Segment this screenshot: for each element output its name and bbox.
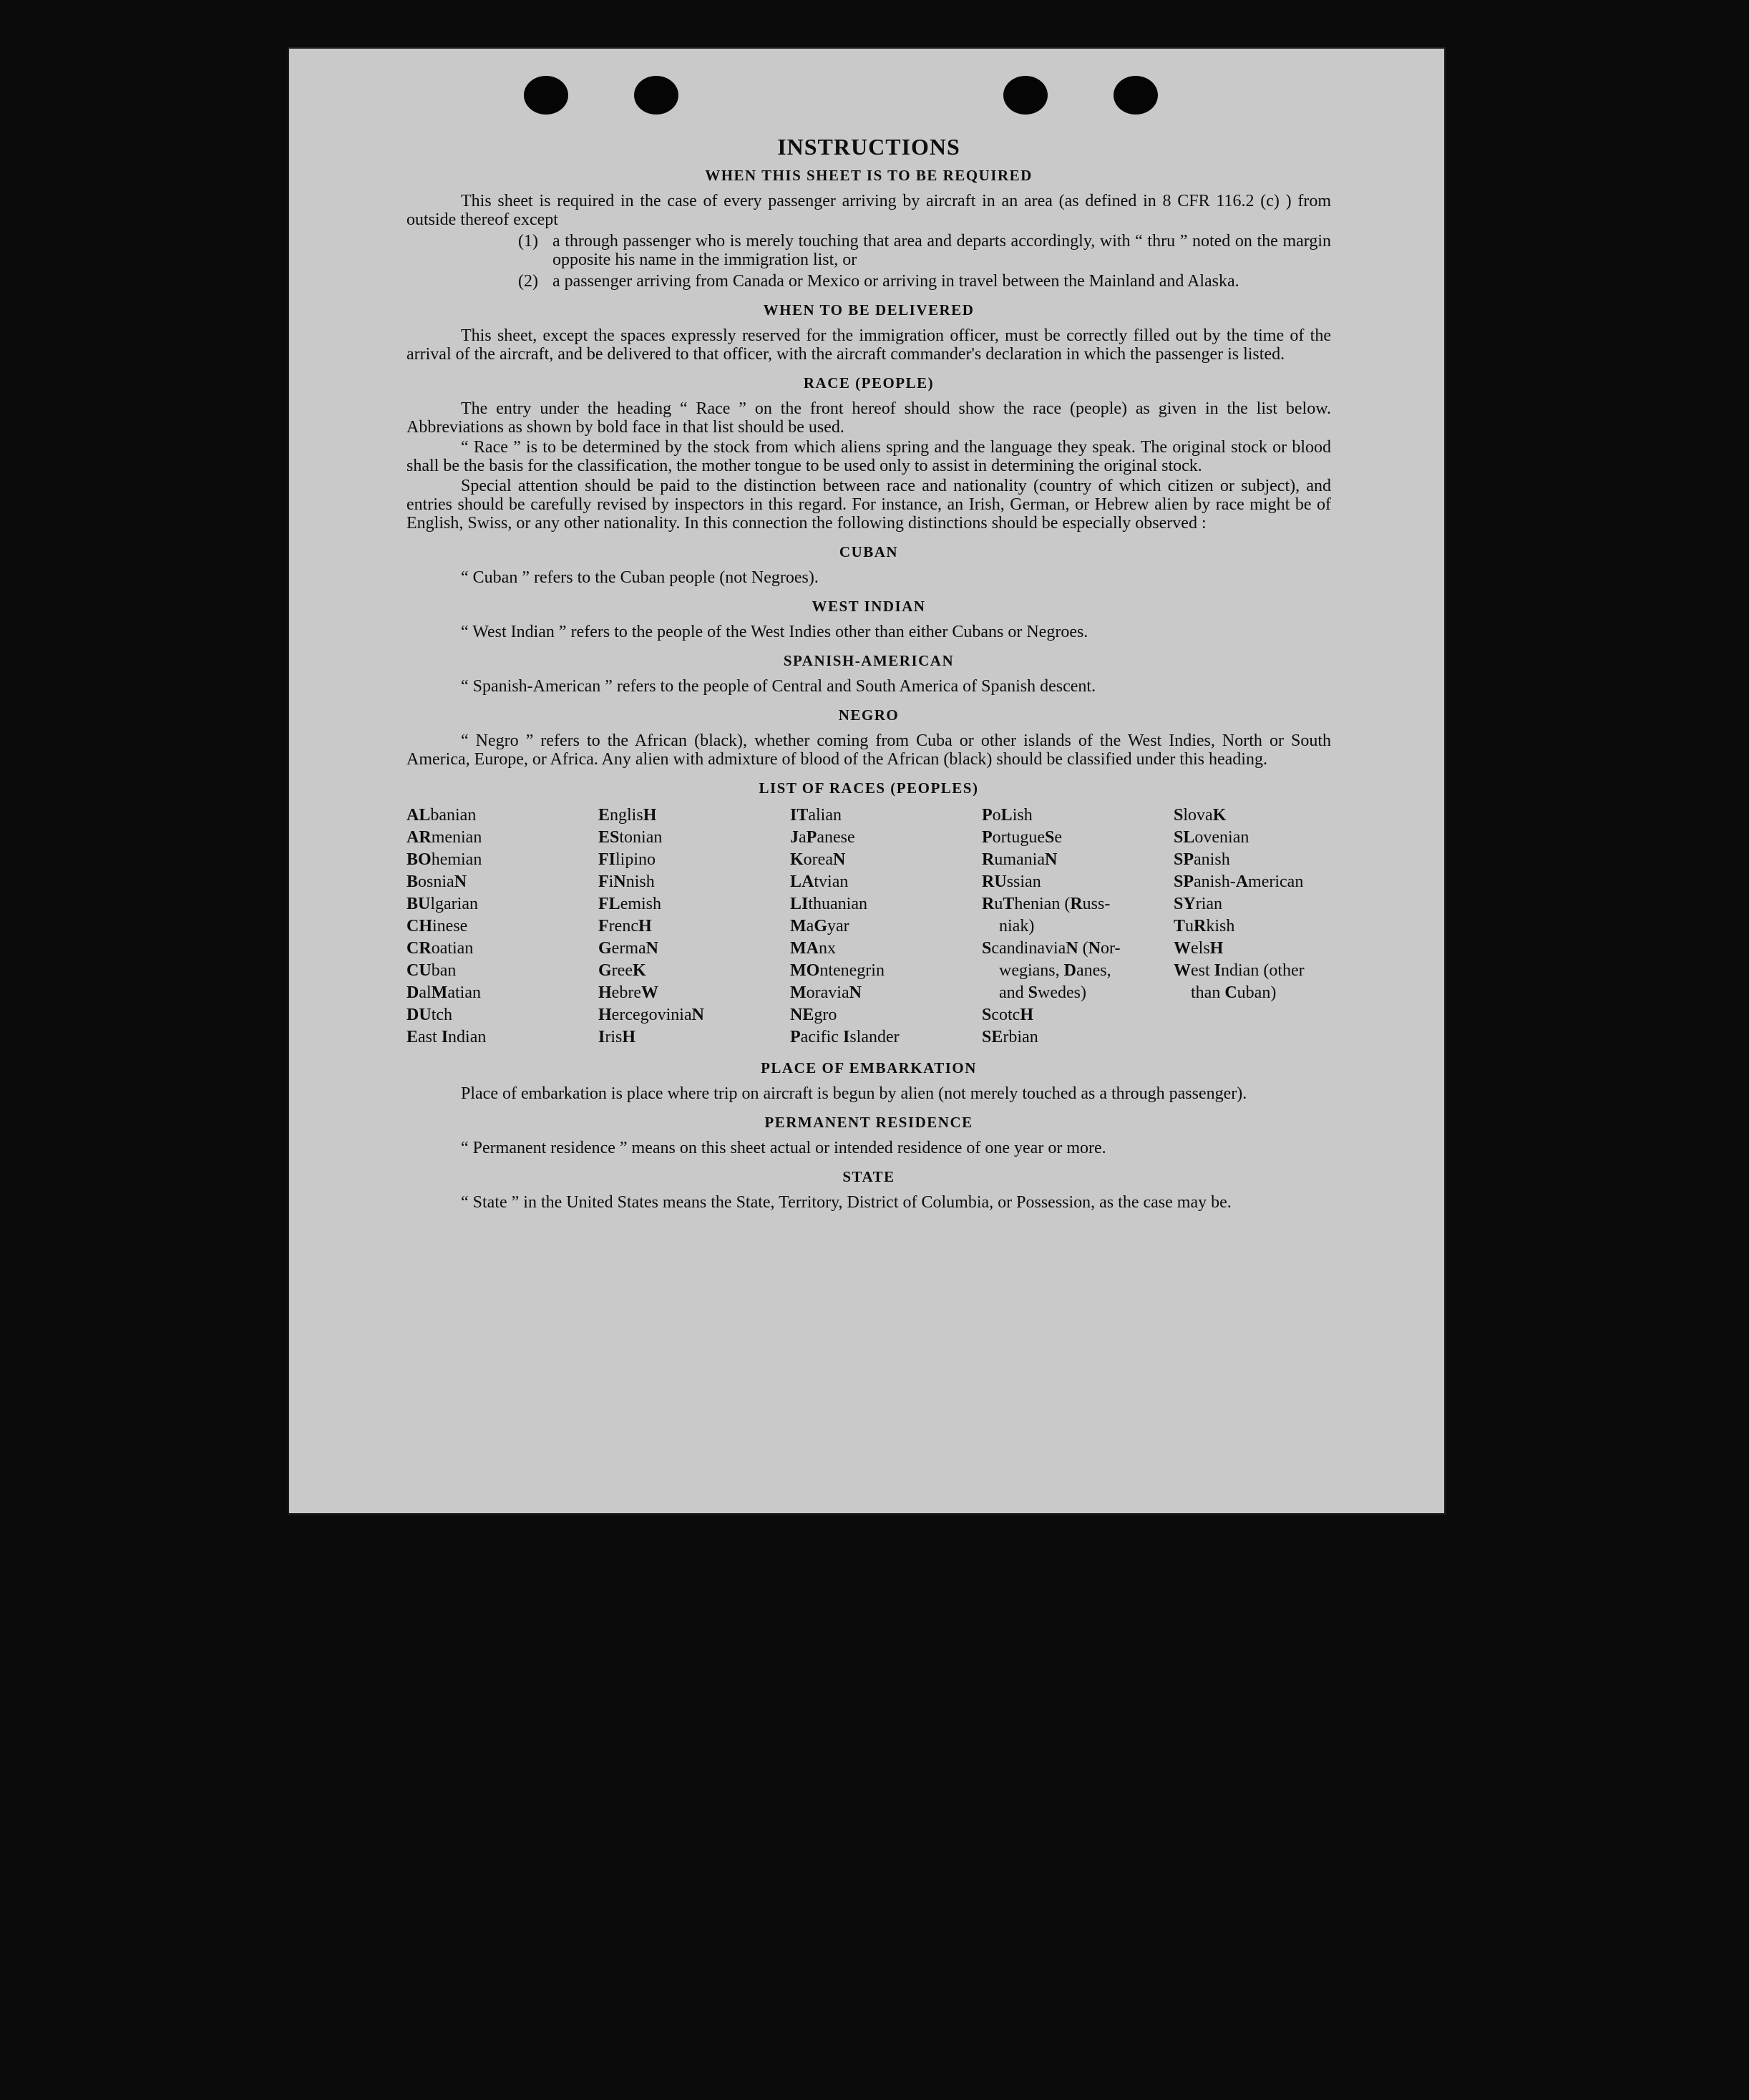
race-entry: than Cuban): [1191, 983, 1277, 1002]
race-entry: ScotcH: [982, 1006, 1034, 1024]
heading-state: STATE: [842, 1168, 895, 1185]
race-entry: IrisH: [598, 1028, 636, 1046]
race-entry: SPanish: [1174, 850, 1230, 869]
race-entry: FLemish: [598, 895, 662, 913]
punch-hole: [1003, 76, 1048, 115]
race-entry: MoraviaN: [790, 983, 862, 1002]
race-entry: HebreW: [598, 983, 658, 1002]
race-paragraph-3: Special attention should be paid to the distinction between race and nationality (country of which citizen or subject), and entries should be carefully revised by inspectors in this regard. For instance, an Irish, German, or Hebrew alien by race might be of English, Swiss, or any other nationality. In this connection the following distinctions should be especially observed :: [406, 477, 1331, 533]
race-entry: MaGyar: [790, 917, 849, 935]
race-entry: PoLish: [982, 806, 1033, 825]
race-entry: RumaniaN: [982, 850, 1058, 869]
race-entry: CUban: [406, 961, 457, 980]
race-entry: SYrian: [1174, 895, 1223, 913]
race-entry: BosniaN: [406, 872, 467, 891]
races-column: [982, 804, 1174, 1049]
races-column: [1174, 804, 1331, 1049]
heading-west-indian: WEST INDIAN: [812, 598, 926, 615]
item-number: (1): [518, 232, 538, 251]
race-entry: JaPanese: [790, 828, 855, 847]
exception-item: [518, 232, 1331, 269]
race-entry: ALbanian: [406, 806, 477, 825]
race-entry: wegians, Danes,: [999, 961, 1111, 980]
race-entry: CRoatian: [406, 939, 474, 958]
race-entry: HercegoviniaN: [598, 1006, 704, 1024]
item-text: a through passenger who is merely touching that area and departs accordingly, with “ thru ” noted on the margin opposite his name in the immigration list, or: [552, 232, 1331, 269]
heading-residence: PERMANENT RESIDENCE: [764, 1114, 973, 1131]
race-entry: and Swedes): [999, 983, 1086, 1002]
race-entry: DalMatian: [406, 983, 481, 1002]
races-column: [790, 804, 982, 1049]
race-entry: SPanish-American: [1174, 872, 1304, 891]
race-entry: East Indian: [406, 1028, 487, 1046]
race-entry: FIlipino: [598, 850, 656, 869]
required-intro: This sheet is required in the case of every passenger arriving by aircraft in an area (as defined in 8 CFR 116.2 (c) ) from outside thereof except: [406, 192, 1331, 229]
west-indian-text: “ West Indian ” refers to the people of the West Indies other than either Cubans or Negroes.: [461, 623, 1088, 641]
race-entry: GreeK: [598, 961, 646, 980]
race-entry: BUlgarian: [406, 895, 478, 913]
instructions-content: [406, 134, 1331, 1213]
heading-race: RACE (PEOPLE): [803, 374, 935, 392]
race-entry: niak): [999, 917, 1035, 935]
race-entry: NEgro: [790, 1006, 837, 1024]
race-entry: SErbian: [982, 1028, 1038, 1046]
race-entry: KoreaN: [790, 850, 846, 869]
punch-hole: [524, 76, 568, 115]
heading-cuban: CUBAN: [839, 543, 899, 560]
state-text: “ State ” in the United States means the State, Territory, District of Columbia, or Possession, as the case may be.: [461, 1193, 1232, 1212]
heading-embarkation: PLACE OF EMBARKATION: [761, 1059, 977, 1076]
race-entry: EStonian: [598, 828, 663, 847]
race-entry: RUssian: [982, 872, 1041, 891]
races-column: [406, 804, 598, 1049]
punch-hole: [634, 76, 678, 115]
race-entry: ARmenian: [406, 828, 482, 847]
spanish-american-text: “ Spanish-American ” refers to the people of Central and South America of Spanish descent.: [461, 677, 1096, 696]
item-text: a passenger arriving from Canada or Mexico or arriving in travel between the Mainland and Alaska.: [552, 272, 1239, 291]
race-entry: West Indian (other: [1174, 961, 1305, 980]
race-entry: LAtvian: [790, 872, 849, 891]
race-entry: ITalian: [790, 806, 842, 825]
race-entry: FiNnish: [598, 872, 655, 891]
races-column: [598, 804, 790, 1049]
race-entry: SlovaK: [1174, 806, 1227, 825]
residence-text: “ Permanent residence ” means on this sheet actual or intended residence of one year or more.: [461, 1139, 1106, 1157]
heading-spanish-american: SPANISH-AMERICAN: [783, 652, 955, 669]
race-entry: MAnx: [790, 939, 836, 958]
race-entry: ScandinaviaN (Nor-: [982, 939, 1121, 958]
race-entry: WelsH: [1174, 939, 1224, 958]
race-entry: SLovenian: [1174, 828, 1249, 847]
race-entry: FrencH: [598, 917, 652, 935]
race-entry: CHinese: [406, 917, 468, 935]
race-paragraph-2: “ Race ” is to be determined by the stock from which aliens spring and the language they speak. The original stock or blood shall be the basis for the classification, the mother tongue to be used only to assist in determining the original stock.: [406, 438, 1331, 475]
heading-required: WHEN THIS SHEET IS TO BE REQUIRED: [705, 167, 1033, 184]
delivered-text: This sheet, except the spaces expressly reserved for the immigration officer, must be correctly filled out by the time of the arrival of the aircraft, and be delivered to that officer, with the aircraft commander's declaration in which the passenger is listed.: [406, 326, 1331, 364]
race-entry: EnglisH: [598, 806, 657, 825]
heading-negro: NEGRO: [838, 706, 900, 724]
race-entry: LIthuanian: [790, 895, 867, 913]
heading-delivered: WHEN TO BE DELIVERED: [763, 301, 975, 319]
race-entry: TuRkish: [1174, 917, 1235, 935]
punch-hole: [1114, 76, 1158, 115]
race-entry: DUtch: [406, 1006, 453, 1024]
race-entry: GermaN: [598, 939, 658, 958]
exception-item: [518, 272, 1331, 291]
race-entry: BOhemian: [406, 850, 482, 869]
race-entry: RuThenian (Russ-: [982, 895, 1111, 913]
negro-text: “ Negro ” refers to the African (black), whether coming from Cuba or other islands of the West Indies, North or South America, Europe, or Africa. Any alien with admixture of blood of the African (black) should be classified under this heading.: [406, 731, 1331, 769]
document-sheet: [288, 47, 1446, 1515]
race-paragraph-1: The entry under the heading “ Race ” on the front hereof should show the race (people) as given in the list below. Abbreviations as shown by bold face in that list should be used.: [406, 399, 1331, 437]
race-entry: PortugueSe: [982, 828, 1062, 847]
races-list: [406, 804, 1331, 1049]
race-entry: MOntenegrin: [790, 961, 885, 980]
cuban-text: “ Cuban ” refers to the Cuban people (not Negroes).: [461, 568, 819, 587]
heading-races-list: LIST OF RACES (PEOPLES): [759, 779, 979, 797]
race-entry: Pacific Islander: [790, 1028, 900, 1046]
page-title: INSTRUCTIONS: [777, 134, 960, 160]
item-number: (2): [518, 272, 538, 291]
embarkation-text: Place of embarkation is place where trip on aircraft is begun by alien (not merely touched as a through passenger).: [461, 1084, 1247, 1103]
